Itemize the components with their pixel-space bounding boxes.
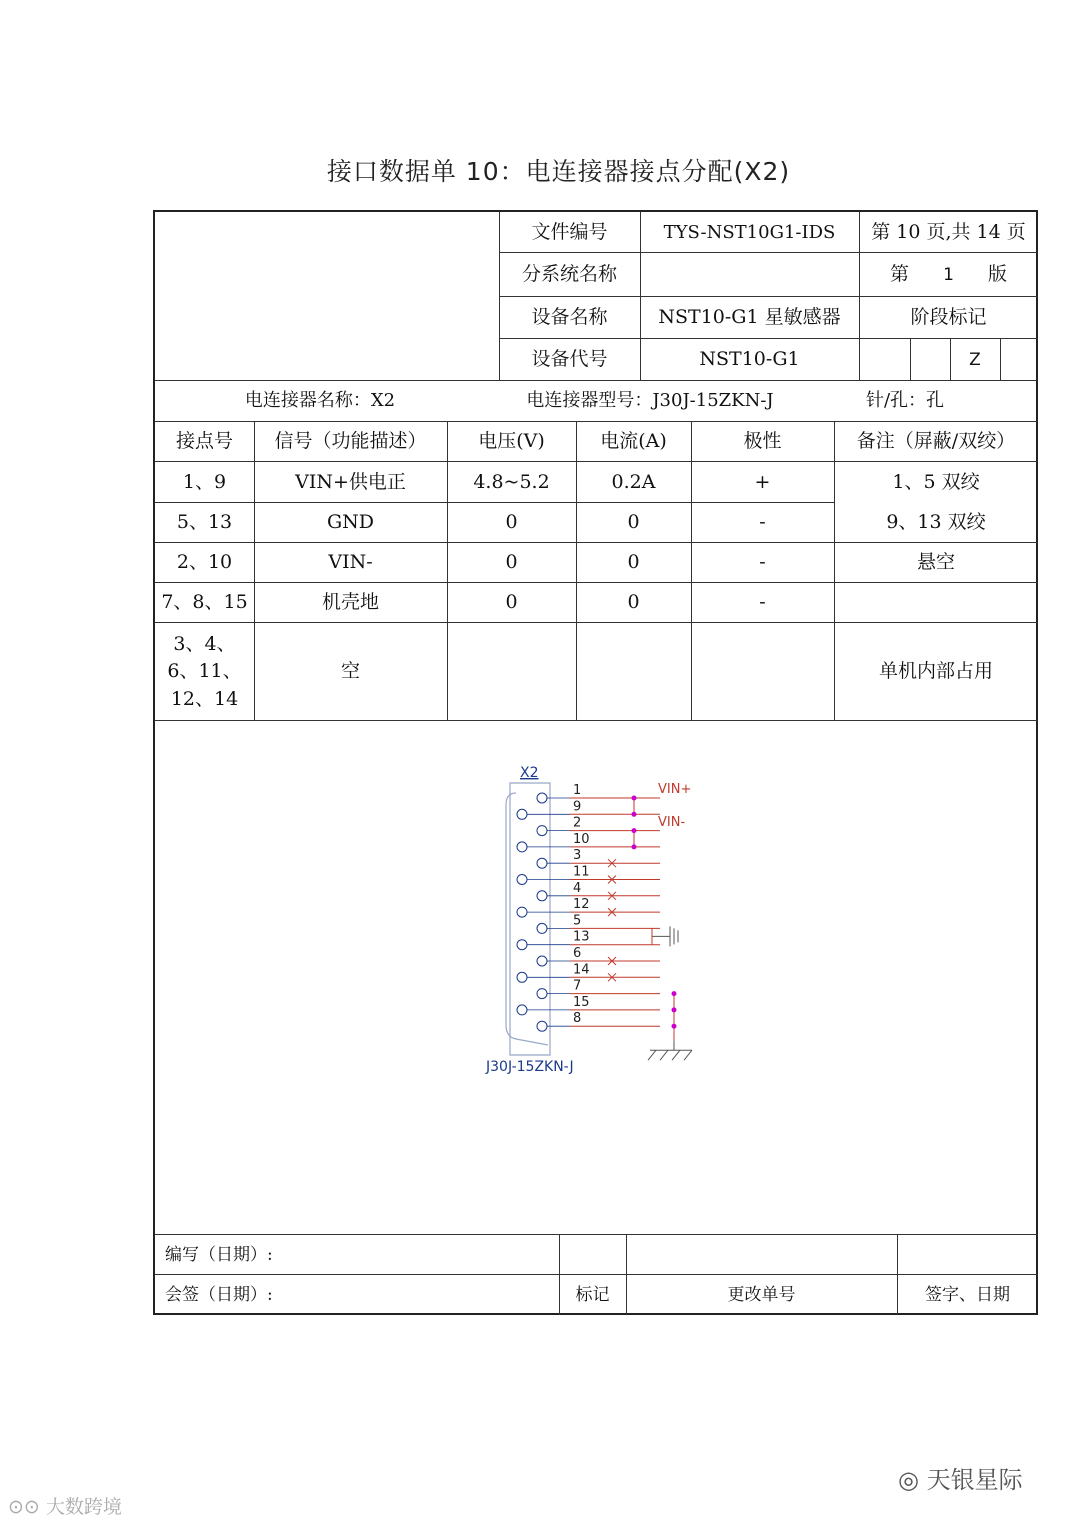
pin-label-2: 2 bbox=[573, 815, 582, 831]
page-title: 接口数据单 10：电连接器接点分配(X2) bbox=[326, 157, 791, 186]
table-row-5-pins: 3、4、6、11、12、14 bbox=[167, 632, 242, 710]
pin-socket-8 bbox=[537, 1021, 547, 1031]
table-row-5-current bbox=[576, 624, 691, 720]
subsystem-label: 分系统名称 bbox=[521, 263, 617, 286]
pin-label-4: 4 bbox=[573, 880, 582, 896]
col-header-note: 备注（屏蔽/双绞） bbox=[856, 430, 1016, 453]
col-header-pins: 接点号 bbox=[175, 430, 233, 453]
table-row-5-voltage bbox=[447, 624, 576, 720]
table-row-1-voltage: 4.8~5.2 bbox=[473, 470, 550, 493]
version-suffix: 版 bbox=[987, 263, 1007, 286]
pin-socket-3 bbox=[537, 858, 547, 868]
table-row-5-note: 单机内部占用 bbox=[878, 660, 993, 683]
junction-dot bbox=[632, 844, 637, 849]
pin-label-14: 14 bbox=[573, 962, 590, 978]
pin-socket-1 bbox=[537, 793, 547, 803]
table-row-2-voltage: 0 bbox=[505, 511, 518, 534]
pin-socket-12 bbox=[517, 907, 527, 917]
table-row-3-pins: 2、10 bbox=[176, 551, 233, 574]
pin-label-12: 12 bbox=[573, 897, 590, 913]
table-row-4-note bbox=[834, 584, 1038, 622]
pin-socket-9 bbox=[517, 809, 527, 819]
subsystem-value bbox=[640, 254, 859, 296]
pin-label-11: 11 bbox=[573, 864, 590, 880]
junction-dot bbox=[672, 1007, 677, 1012]
table-row-2-pins: 5、13 bbox=[176, 511, 233, 534]
table-row-5-polarity bbox=[691, 624, 834, 720]
table-row-2-polarity: - bbox=[759, 511, 766, 534]
pin-label-5: 5 bbox=[573, 913, 582, 929]
pin-socket-14 bbox=[517, 972, 527, 982]
merged-note-line-1: 1、5 双绞 bbox=[892, 471, 980, 494]
table-row-1-signal: VIN+供电正 bbox=[295, 470, 406, 493]
pin-label-9: 9 bbox=[573, 799, 582, 815]
pin-label-6: 6 bbox=[573, 946, 582, 961]
device-code-value: NST10-G1 bbox=[699, 348, 800, 371]
pin-label-13: 13 bbox=[573, 929, 590, 945]
table-row-5-signal: 空 bbox=[340, 660, 360, 683]
watermark-left-text: 大数跨境 bbox=[45, 1496, 122, 1518]
connector-ref-label: X2 bbox=[520, 765, 539, 781]
pin-socket-2 bbox=[537, 826, 547, 836]
junction-dot bbox=[632, 812, 637, 817]
table-row-1-polarity: + bbox=[754, 470, 771, 493]
pin-label-8: 8 bbox=[573, 1011, 582, 1027]
pin-socket-6 bbox=[537, 956, 547, 966]
file-no-value: TYS-NST10G1-IDS bbox=[663, 221, 836, 243]
sign-date-label: 签字、日期 bbox=[925, 1284, 1010, 1305]
device-name-label: 设备名称 bbox=[531, 306, 608, 329]
pin-label-15: 15 bbox=[573, 994, 590, 1010]
pin-socket-15 bbox=[517, 1005, 527, 1015]
table-row-4-signal: 机壳地 bbox=[321, 591, 379, 614]
table-row-4-pins: 7、8、15 bbox=[161, 591, 248, 614]
table-row-3-voltage: 0 bbox=[505, 551, 518, 574]
col-header-signal: 信号（功能描述） bbox=[274, 430, 427, 453]
pin-label-3: 3 bbox=[573, 848, 582, 864]
table-row-2-current: 0 bbox=[627, 511, 640, 534]
pin-socket-7 bbox=[537, 989, 547, 999]
pin-label-7: 7 bbox=[573, 978, 582, 994]
pin-socket-5 bbox=[537, 923, 547, 933]
file-no-label: 文件编号 bbox=[531, 221, 608, 244]
watermark-left-icon: ⊙⊙ bbox=[8, 1496, 46, 1518]
table-row-4-voltage: 0 bbox=[505, 591, 518, 614]
mark-label: 标记 bbox=[575, 1284, 610, 1305]
pin-label-10: 10 bbox=[573, 831, 590, 847]
version-info bbox=[859, 254, 1038, 296]
watermark-right-text: 天银星际 bbox=[926, 1466, 1023, 1494]
watermark-left bbox=[8, 1492, 122, 1519]
junction-dot bbox=[632, 828, 637, 833]
table-row-2-signal: GND bbox=[326, 511, 375, 534]
version-prefix: 第 bbox=[890, 263, 910, 286]
table-row-3-polarity: - bbox=[759, 551, 766, 574]
pin-socket-10 bbox=[517, 842, 527, 852]
net-vin-plus: VIN+ bbox=[658, 782, 692, 797]
net-vin-minus: VIN- bbox=[658, 815, 686, 830]
countersign-label: 会签（日期）: bbox=[165, 1284, 273, 1305]
col-header-current: 电流(A) bbox=[600, 430, 667, 453]
version-number: 1 bbox=[943, 264, 954, 285]
pin-label-1: 1 bbox=[573, 783, 582, 798]
table-row-1-current: 0.2A bbox=[611, 470, 656, 493]
col-header-polarity: 极性 bbox=[743, 430, 782, 453]
wechat-icon: ◎ bbox=[898, 1466, 927, 1494]
table-row-4-polarity: - bbox=[759, 591, 766, 614]
stage-mark: Z bbox=[969, 349, 981, 370]
device-code-label: 设备代号 bbox=[531, 348, 608, 371]
connector-shell bbox=[510, 783, 550, 1055]
pin-socket-4 bbox=[537, 891, 547, 901]
col-header-voltage: 电压(V) bbox=[478, 430, 545, 453]
junction-dot bbox=[672, 1024, 677, 1029]
prepared-label: 编写（日期）: bbox=[165, 1244, 273, 1265]
watermark-right bbox=[898, 1460, 1023, 1495]
device-name-value: NST10-G1 星敏感器 bbox=[658, 306, 841, 329]
pin-socket-13 bbox=[517, 940, 527, 950]
connector-pin-diagram bbox=[470, 755, 730, 1085]
junction-dot bbox=[632, 796, 637, 801]
change-no-label: 更改单号 bbox=[727, 1284, 796, 1305]
table-row-1-pins: 1、9 bbox=[182, 470, 227, 493]
page-info: 第 10 页,共 14 页 bbox=[871, 221, 1026, 244]
connector-body bbox=[506, 793, 548, 1045]
part-number-label: J30J-15ZKN-J bbox=[486, 1059, 574, 1075]
merged-note-line-2: 9、13 双绞 bbox=[886, 510, 986, 533]
table-row-4-current: 0 bbox=[627, 591, 640, 614]
table-row-3-signal: VIN- bbox=[328, 551, 373, 574]
table-row-3-current: 0 bbox=[627, 551, 640, 574]
connector-model: 电连接器型号：J30J-15ZKN-J bbox=[526, 390, 774, 412]
pin-socket-11 bbox=[517, 875, 527, 885]
connector-name: 电连接器名称：X2 bbox=[244, 390, 396, 412]
table-row-3-note: 悬空 bbox=[916, 551, 955, 574]
junction-dot bbox=[672, 991, 677, 996]
stage-label: 阶段标记 bbox=[910, 306, 987, 329]
pin-hole: 针/孔：孔 bbox=[865, 390, 945, 412]
